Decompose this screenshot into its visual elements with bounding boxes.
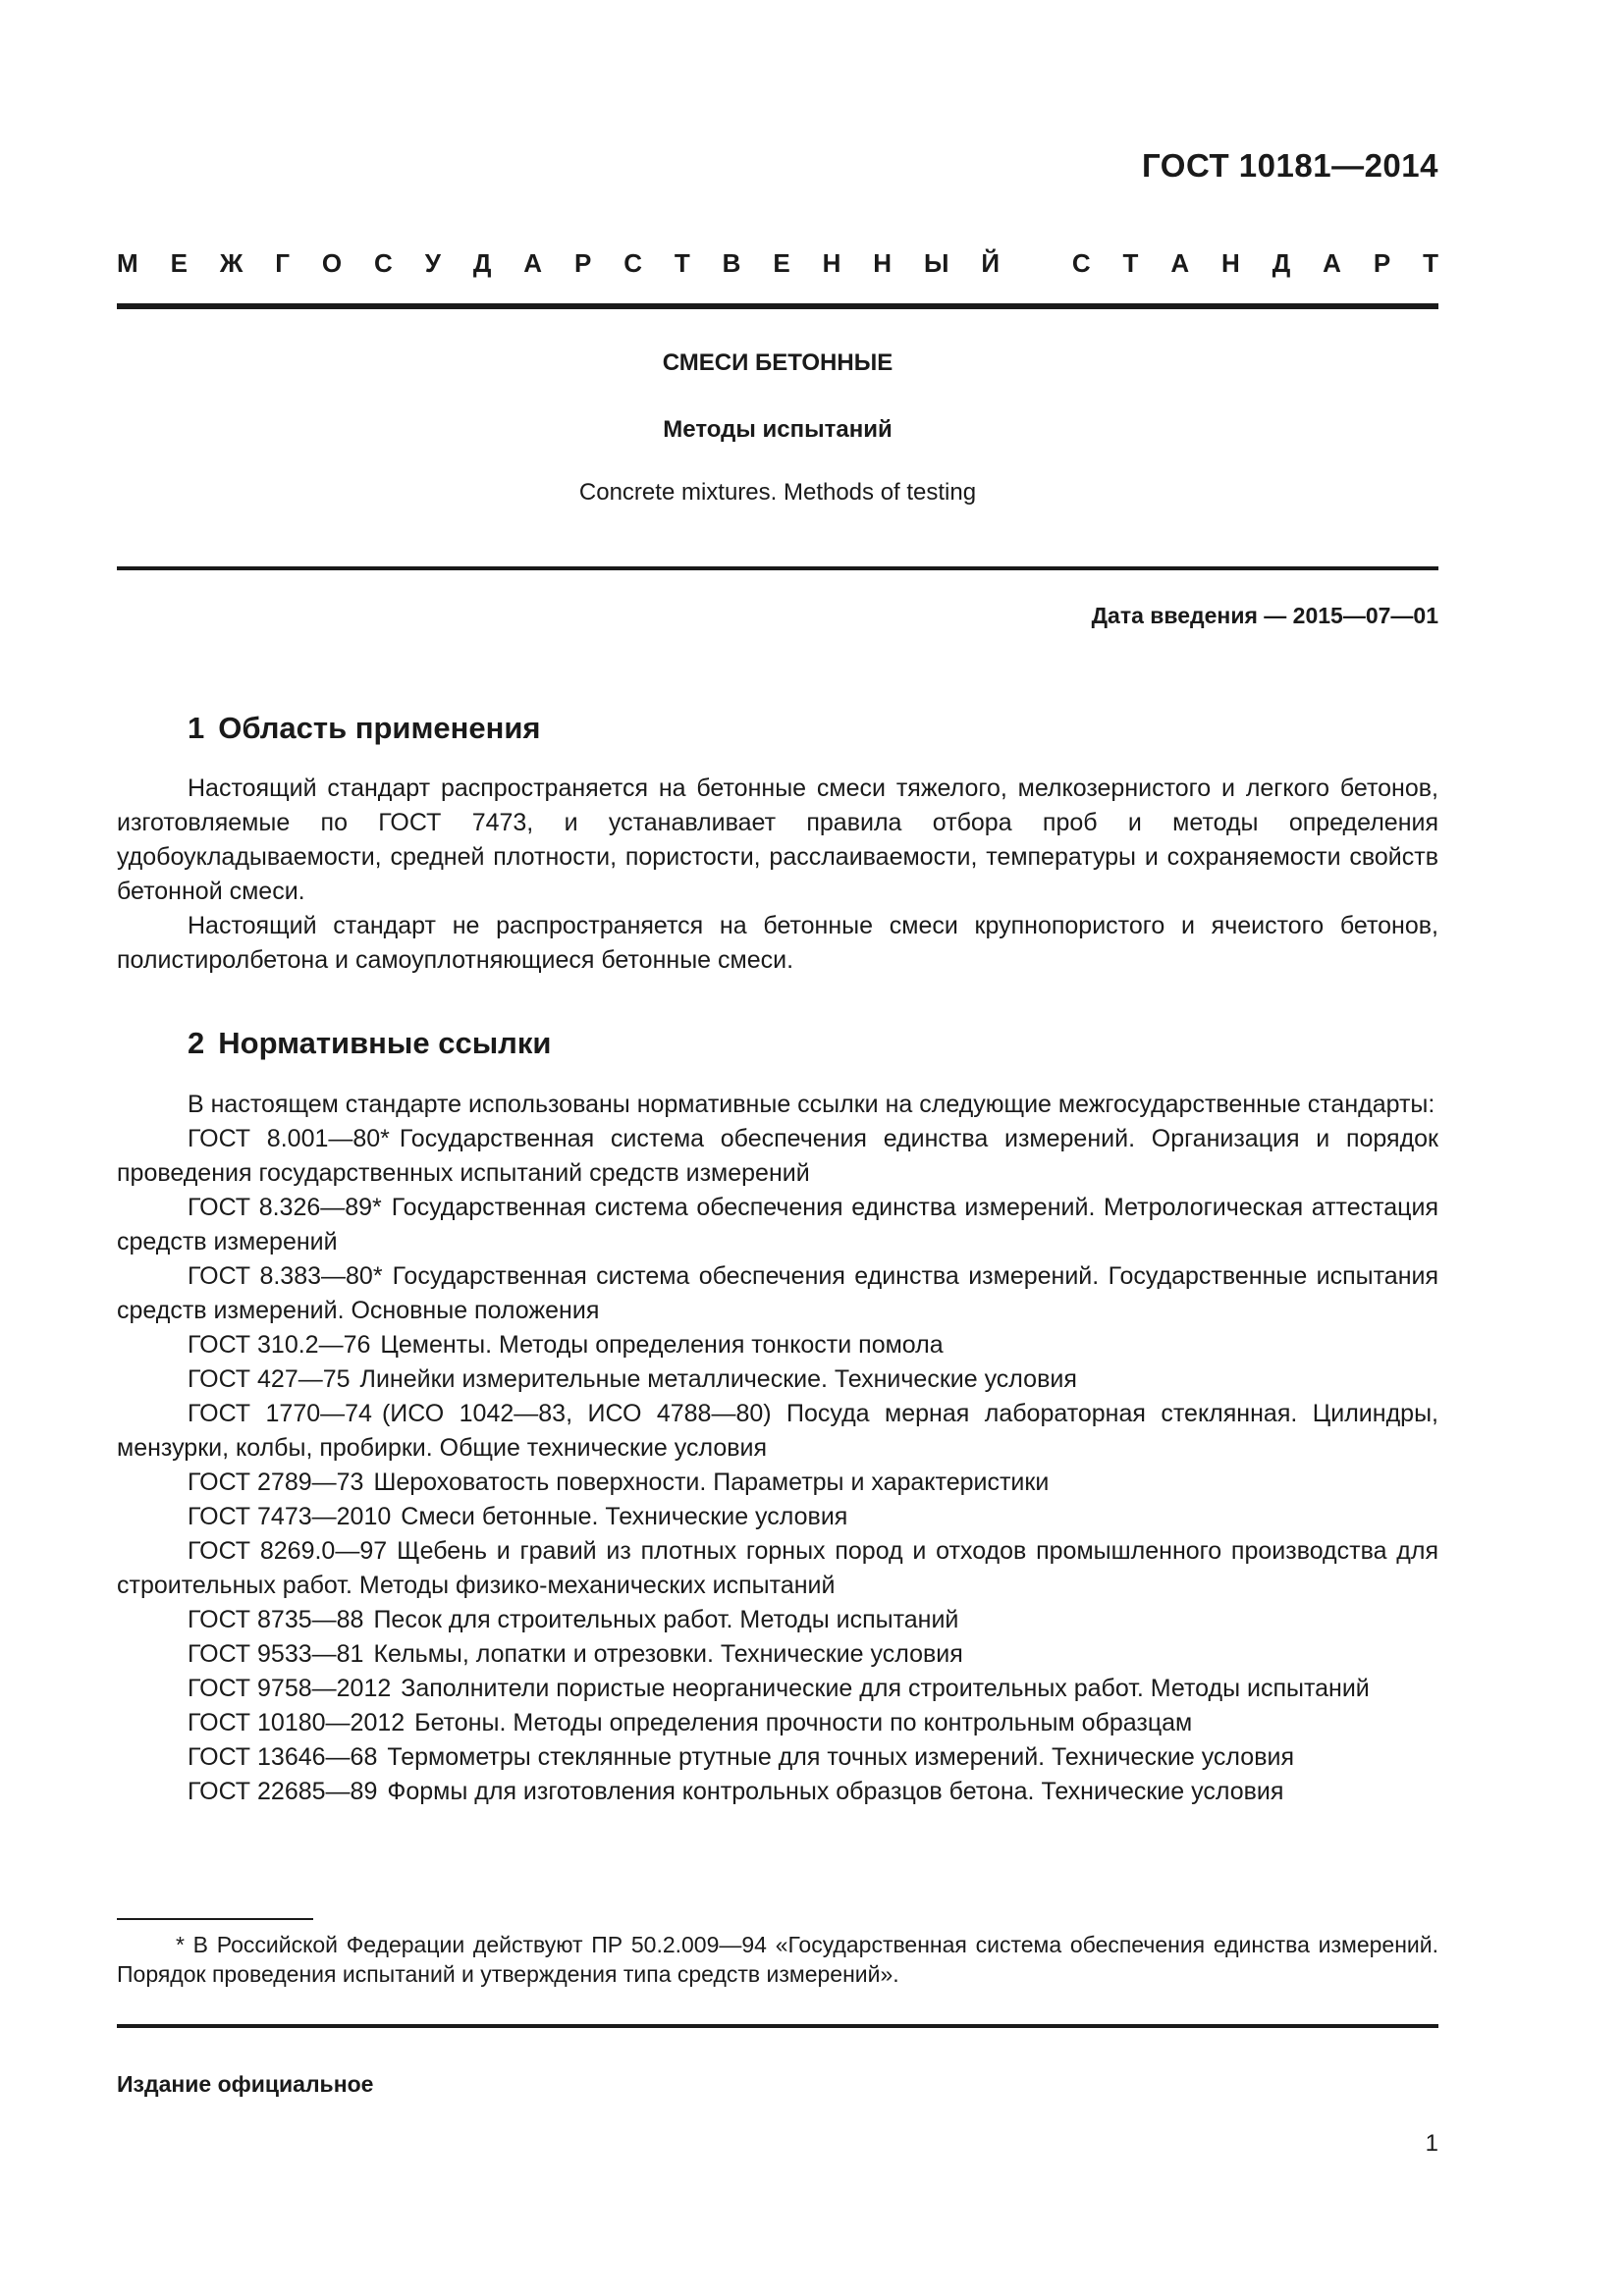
banner-letter: Т bbox=[1122, 248, 1139, 278]
section-1-body bbox=[117, 772, 1438, 978]
banner-letter: О bbox=[321, 248, 343, 278]
banner-letter: А bbox=[1323, 248, 1341, 278]
document-subtitle: Методы испытаний bbox=[663, 416, 893, 443]
reference-list bbox=[117, 1122, 1438, 1809]
section-title: Нормативные ссылки bbox=[218, 1026, 552, 1060]
paragraph: В настоящем стандарте использованы нормативные ссылки на следующие межгосударственные стандарты: bbox=[188, 1091, 1435, 1118]
banner-letter: А bbox=[523, 248, 543, 278]
reference-title: Формы для изготовления контрольных образцов бетона. Технические условия bbox=[387, 1778, 1284, 1805]
reference-code: ГОСТ 8.001—80* bbox=[188, 1125, 390, 1152]
reference-code: ГОСТ 7473—2010 bbox=[188, 1503, 392, 1530]
banner-letter: Д bbox=[1272, 248, 1291, 278]
reference-title: Линейки измерительные металлические. Технические условия bbox=[359, 1365, 1077, 1393]
reference-title: Государственная система обеспечения единства измерений. Метрологическая аттестация средств измерений bbox=[117, 1194, 1438, 1255]
reference-code: ГОСТ 10180—2012 bbox=[188, 1709, 406, 1736]
reference-title: Бетоны. Методы определения прочности по контрольным образцам bbox=[414, 1709, 1193, 1736]
reference-code: ГОСТ 8735—88 bbox=[188, 1606, 364, 1633]
banner-letter: Г bbox=[275, 248, 290, 278]
reference-title: Смеси бетонные. Технические условия bbox=[401, 1503, 848, 1530]
reference-title: (ИСО 1042—83, ИСО 4788—80) Посуда мерная лабораторная стеклянная. Цилиндры, мензурки, колбы, пробирки. Общие технические условия bbox=[117, 1400, 1438, 1462]
banner-letter: М bbox=[117, 248, 138, 278]
reference-item bbox=[117, 1122, 1438, 1191]
reference-title: Песок для строительных работ. Методы испытаний bbox=[373, 1606, 959, 1633]
title-divider bbox=[117, 566, 1438, 570]
reference-item bbox=[117, 1603, 1438, 1637]
banner-letter: У bbox=[424, 248, 441, 278]
footnote-text: * В Российской Федерации действуют ПР 50.2.009—94 «Государственная система обеспечения единства измерений. Порядок проведения испытаний и утверждения типа средств измерений». bbox=[117, 1932, 1438, 1987]
banner-letter: Р bbox=[1373, 248, 1391, 278]
reference-item bbox=[117, 1672, 1438, 1706]
reference-code: ГОСТ 1770—74 bbox=[188, 1400, 372, 1427]
banner-letter: Ж bbox=[219, 248, 244, 278]
reference-item bbox=[117, 1740, 1438, 1775]
footnote bbox=[117, 1930, 1438, 1989]
reference-title: Государственная система обеспечения единства измерений. Государственные испытания средств измерений. Основные положения bbox=[117, 1262, 1439, 1324]
introduction-date: Дата введения — 2015—07—01 bbox=[1091, 603, 1438, 628]
paragraph: Настоящий стандарт распространяется на бетонные смеси тяжелого, мелкозернистого и легкого бетонов, изготовляемые по ГОСТ 7473, и устанавливает правила отбора проб и методы определения удобоукладываемости, средней плотности, пористости, расслаиваемости, температуры и сохраняемости свойств бетонной смеси. bbox=[117, 774, 1438, 905]
banner-letter: С bbox=[374, 248, 393, 278]
footer-divider bbox=[117, 2024, 1438, 2028]
paragraph: Настоящий стандарт не распространяется на бетонные смеси крупнопористого и ячеистого бетонов, полистиролбетона и самоуплотняющиеся бетонные смеси. bbox=[117, 912, 1438, 974]
reference-code: ГОСТ 8.326—89* bbox=[188, 1194, 382, 1221]
header-divider bbox=[117, 303, 1438, 309]
footnote-divider bbox=[117, 1918, 313, 1920]
section-2-heading bbox=[188, 1026, 551, 1061]
document-number: ГОСТ 10181—2014 bbox=[1142, 147, 1438, 184]
reference-code: ГОСТ 8269.0—97 bbox=[188, 1537, 388, 1565]
reference-title: Щебень и гравий из плотных горных пород и отходов промышленного производства для строительных работ. Методы физико-механических испытаний bbox=[117, 1537, 1438, 1599]
banner-letter: С bbox=[1071, 248, 1091, 278]
banner-letter: Е bbox=[773, 248, 790, 278]
banner-letter: Т bbox=[674, 248, 690, 278]
reference-code: ГОСТ 9533—81 bbox=[188, 1640, 364, 1668]
banner-letter: Д bbox=[472, 248, 492, 278]
reference-code: ГОСТ 13646—68 bbox=[188, 1743, 378, 1771]
banner-letter: С bbox=[623, 248, 642, 278]
reference-code: ГОСТ 22685—89 bbox=[188, 1778, 378, 1805]
reference-code: ГОСТ 427—75 bbox=[188, 1365, 351, 1393]
english-title: Concrete mixtures. Methods of testing bbox=[578, 479, 977, 506]
reference-title: Шероховатость поверхности. Параметры и характеристики bbox=[373, 1468, 1050, 1496]
banner-letter: Н bbox=[873, 248, 893, 278]
reference-title: Государственная система обеспечения единства измерений. Организация и порядок проведения государственных испытаний средств измерений bbox=[117, 1125, 1438, 1187]
banner-letter: Р bbox=[573, 248, 592, 278]
section-number: 2 bbox=[188, 1026, 205, 1060]
banner-letter: Т bbox=[1423, 248, 1438, 278]
reference-code: ГОСТ 2789—73 bbox=[188, 1468, 364, 1496]
reference-item bbox=[117, 1706, 1438, 1740]
banner-letter: Н bbox=[1221, 248, 1240, 278]
banner-letter: Ы bbox=[923, 248, 949, 278]
reference-item bbox=[117, 1397, 1438, 1466]
reference-item bbox=[117, 1466, 1438, 1500]
banner-word-gap bbox=[1032, 248, 1040, 279]
reference-code: ГОСТ 310.2—76 bbox=[188, 1331, 371, 1359]
section-2-body bbox=[117, 1088, 1438, 1809]
reference-item bbox=[117, 1328, 1438, 1362]
banner-letter: Н bbox=[822, 248, 841, 278]
reference-title: Цементы. Методы определения тонкости помола bbox=[380, 1331, 944, 1359]
reference-item bbox=[117, 1191, 1438, 1259]
reference-item bbox=[117, 1362, 1438, 1397]
document-page bbox=[117, 0, 1438, 2296]
section-1-heading bbox=[188, 711, 541, 746]
reference-item bbox=[117, 1259, 1438, 1328]
reference-code: ГОСТ 8.383—80* bbox=[188, 1262, 383, 1290]
section-title: Область применения bbox=[218, 711, 541, 745]
reference-title: Кельмы, лопатки и отрезовки. Технические условия bbox=[373, 1640, 963, 1668]
banner-letter: А bbox=[1170, 248, 1190, 278]
reference-title: Термометры стеклянные ртутные для точных измерений. Технические условия bbox=[387, 1743, 1294, 1771]
banner-letter: В bbox=[722, 248, 741, 278]
reference-item bbox=[117, 1775, 1438, 1809]
page-number: 1 bbox=[1425, 2130, 1438, 2157]
banner-letter: Е bbox=[170, 248, 188, 278]
reference-item bbox=[117, 1637, 1438, 1672]
reference-code: ГОСТ 9758—2012 bbox=[188, 1675, 392, 1702]
section-number: 1 bbox=[188, 711, 205, 745]
interstate-standard-banner bbox=[117, 248, 1438, 279]
document-title: СМЕСИ БЕТОННЫЕ bbox=[662, 349, 893, 376]
official-edition-label: Издание официальное bbox=[117, 2071, 374, 2097]
reference-title: Заполнители пористые неорганические для строительных работ. Методы испытаний bbox=[401, 1675, 1370, 1702]
reference-item bbox=[117, 1534, 1438, 1603]
banner-letter: Й bbox=[981, 248, 1001, 278]
reference-item bbox=[117, 1500, 1438, 1534]
